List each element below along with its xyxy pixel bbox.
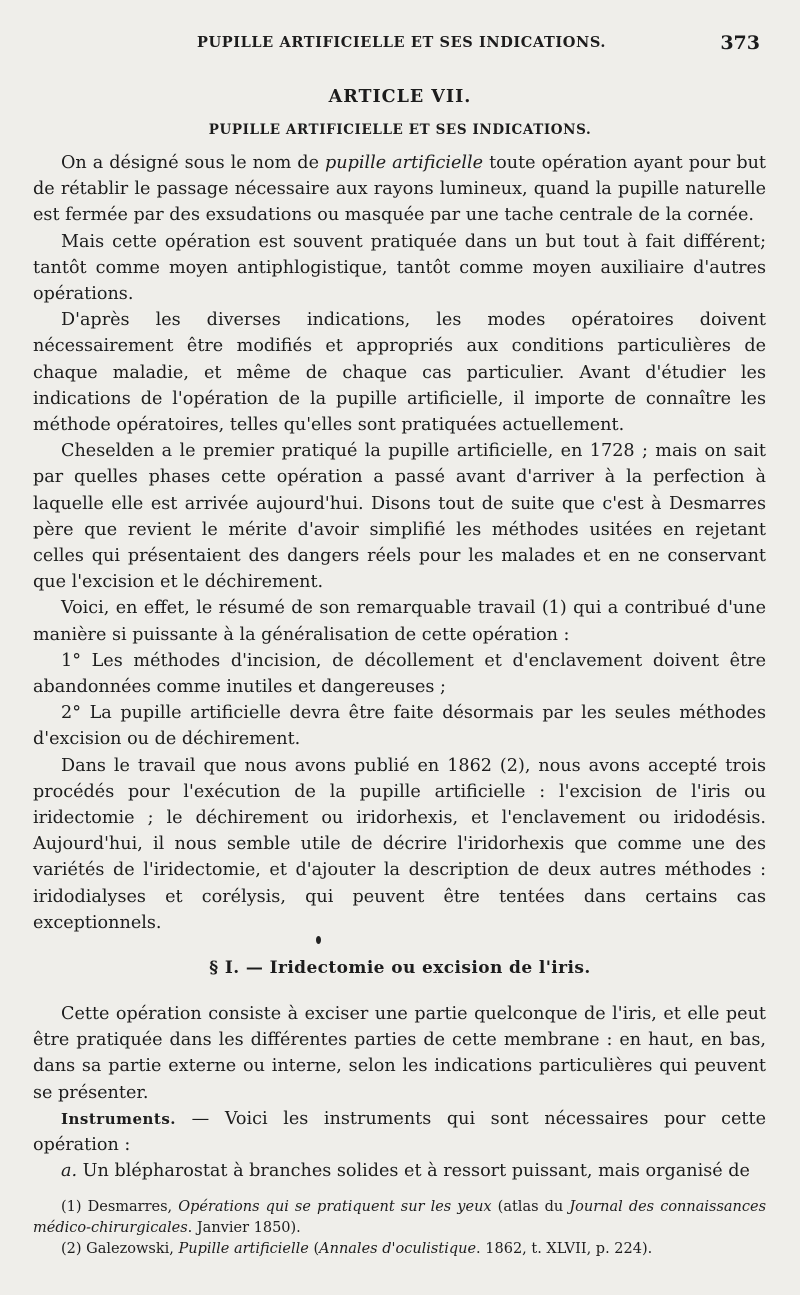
footnotes	[33, 1197, 766, 1260]
footnote-2-title: Pupille artificielle	[178, 1241, 309, 1257]
paragraph-6: 1° Les méthodes d'incision, de décollement et d'enclavement doivent être abandonnées comme inutiles et dangereuses ;	[33, 650, 766, 698]
section-heading: § I. — Iridectomie ou excision de l'iris.	[209, 958, 591, 978]
page-number: 373	[720, 32, 760, 54]
section-body	[33, 1001, 766, 1184]
footnote-1-title: Opérations qui se pratiquent sur les yeux	[178, 1199, 492, 1215]
section-paragraph-2	[33, 1106, 766, 1158]
paragraph-1-start: On a désigné sous le nom de	[61, 153, 325, 173]
article-subtitle: PUPILLE ARTIFICIELLE ET SES INDICATIONS.	[208, 122, 592, 138]
paragraph-1-emphasis: pupille artificielle	[325, 153, 484, 173]
running-head-title: PUPILLE ARTIFICIELLE ET SES INDICATIONS.	[196, 34, 607, 51]
instruments-intro: — Voici les instruments qui sont nécessaires pour cette opération :	[33, 1108, 766, 1156]
footnote-2	[33, 1239, 766, 1260]
footnote-2-journal: Annales d'oculistique	[319, 1241, 477, 1257]
item-a-text: Un blépharostat à branches solides et à ressort puissant, mais organisé de	[77, 1161, 750, 1182]
section-paragraph-3	[33, 1158, 766, 1184]
paragraph-3: D'après les diverses indications, les modes opératoires doivent nécessairement être modifiés et appropriés aux conditions particulières de chaque maladie, et même de chaque cas particulier. Avant d'étudier les indications de l'opération de la pupille artificielle, il importe de connaître les méthode opératoires, telles qu'elles sont pratiquées actuellement.	[33, 310, 766, 436]
item-a-label: a.	[61, 1161, 78, 1182]
paragraph-8: Dans le travail que nous avons publié en 1862 (2), nous avons accepté trois procédés pour l'exécution de la pupille artificielle : l'excision de l'iris ou iridectomie ; le déchirement ou iridorhexis, et l'enclavement ou iridodésis. Aujourd'hui, il nous semble utile de décrire l'iridorhexis que comme une des variétés de l'iridectomie, et d'ajouter la description de deux autres méthodes : iridodialyses et corélysis, qui peuvent être tentées dans certains cas exceptionnels.	[33, 755, 766, 933]
footnote-1-mid: (atlas du	[491, 1199, 570, 1215]
footnote-1	[33, 1197, 766, 1239]
running-head	[33, 34, 770, 58]
footnote-1-author: (1) Desmarres,	[61, 1199, 179, 1215]
paragraph-5: Voici, en effet, le résumé de son remarquable travail (1) qui a contribué d'une manière si puissante à la généralisation de cette opération :	[33, 598, 766, 645]
instruments-runin-heading: Instruments.	[61, 1109, 177, 1128]
print-speck	[316, 936, 321, 944]
paragraph-1-end: toute opération ayant pour but de rétablir le passage nécessaire aux rayons lumineux, quand la pupille naturelle est fermée par des exsudations ou masquée par une tache centrale de la cornée.	[33, 153, 766, 226]
article-title: ARTICLE VII.	[328, 87, 472, 107]
footnote-1-journal: Journal des connaissances médico-chirurgicales	[33, 1199, 767, 1236]
section-paragraph-1: Cette opération consiste à exciser une partie quelconque de l'iris, et elle peut être pratiquée dans les différentes parties de cette membrane : en haut, en bas, dans sa partie externe ou interne, selon les indications particulières qui peuvent se présenter.	[33, 1004, 766, 1103]
paragraph-4: Cheselden a le premier pratiqué la pupille artificielle, en 1728 ; mais on sait par quelles phases cette opération a passé avant d'arriver à la perfection à laquelle elle est arrivée aujourd'hui. Disons tout de suite que c'est à Desmarres père que revient le mérite d'avoir simplifié les méthodes usitées en rejetant celles qui présentaient des dangers réels pour les malades et en ne conservant que l'excision et le déchirement.	[33, 441, 766, 593]
paragraph-1	[33, 150, 766, 229]
paragraph-2: Mais cette opération est souvent pratiquée dans un but tout à fait différent; tantôt comme moyen antiphlogistique, tantôt comme moyen auxiliaire d'autres opérations.	[33, 231, 766, 305]
footnote-1-date: . Janvier 1850).	[187, 1220, 301, 1236]
footnote-2-ref: . 1862, t. XLVII, p. 224).	[476, 1241, 653, 1257]
paragraph-7: 2° La pupille artificielle devra être faite désormais par les seules méthodes d'excision ou de déchirement.	[33, 703, 766, 750]
footnote-2-mid: (	[308, 1241, 320, 1257]
article-body	[33, 150, 766, 936]
footnote-2-author: (2) Galezowski,	[61, 1241, 179, 1257]
